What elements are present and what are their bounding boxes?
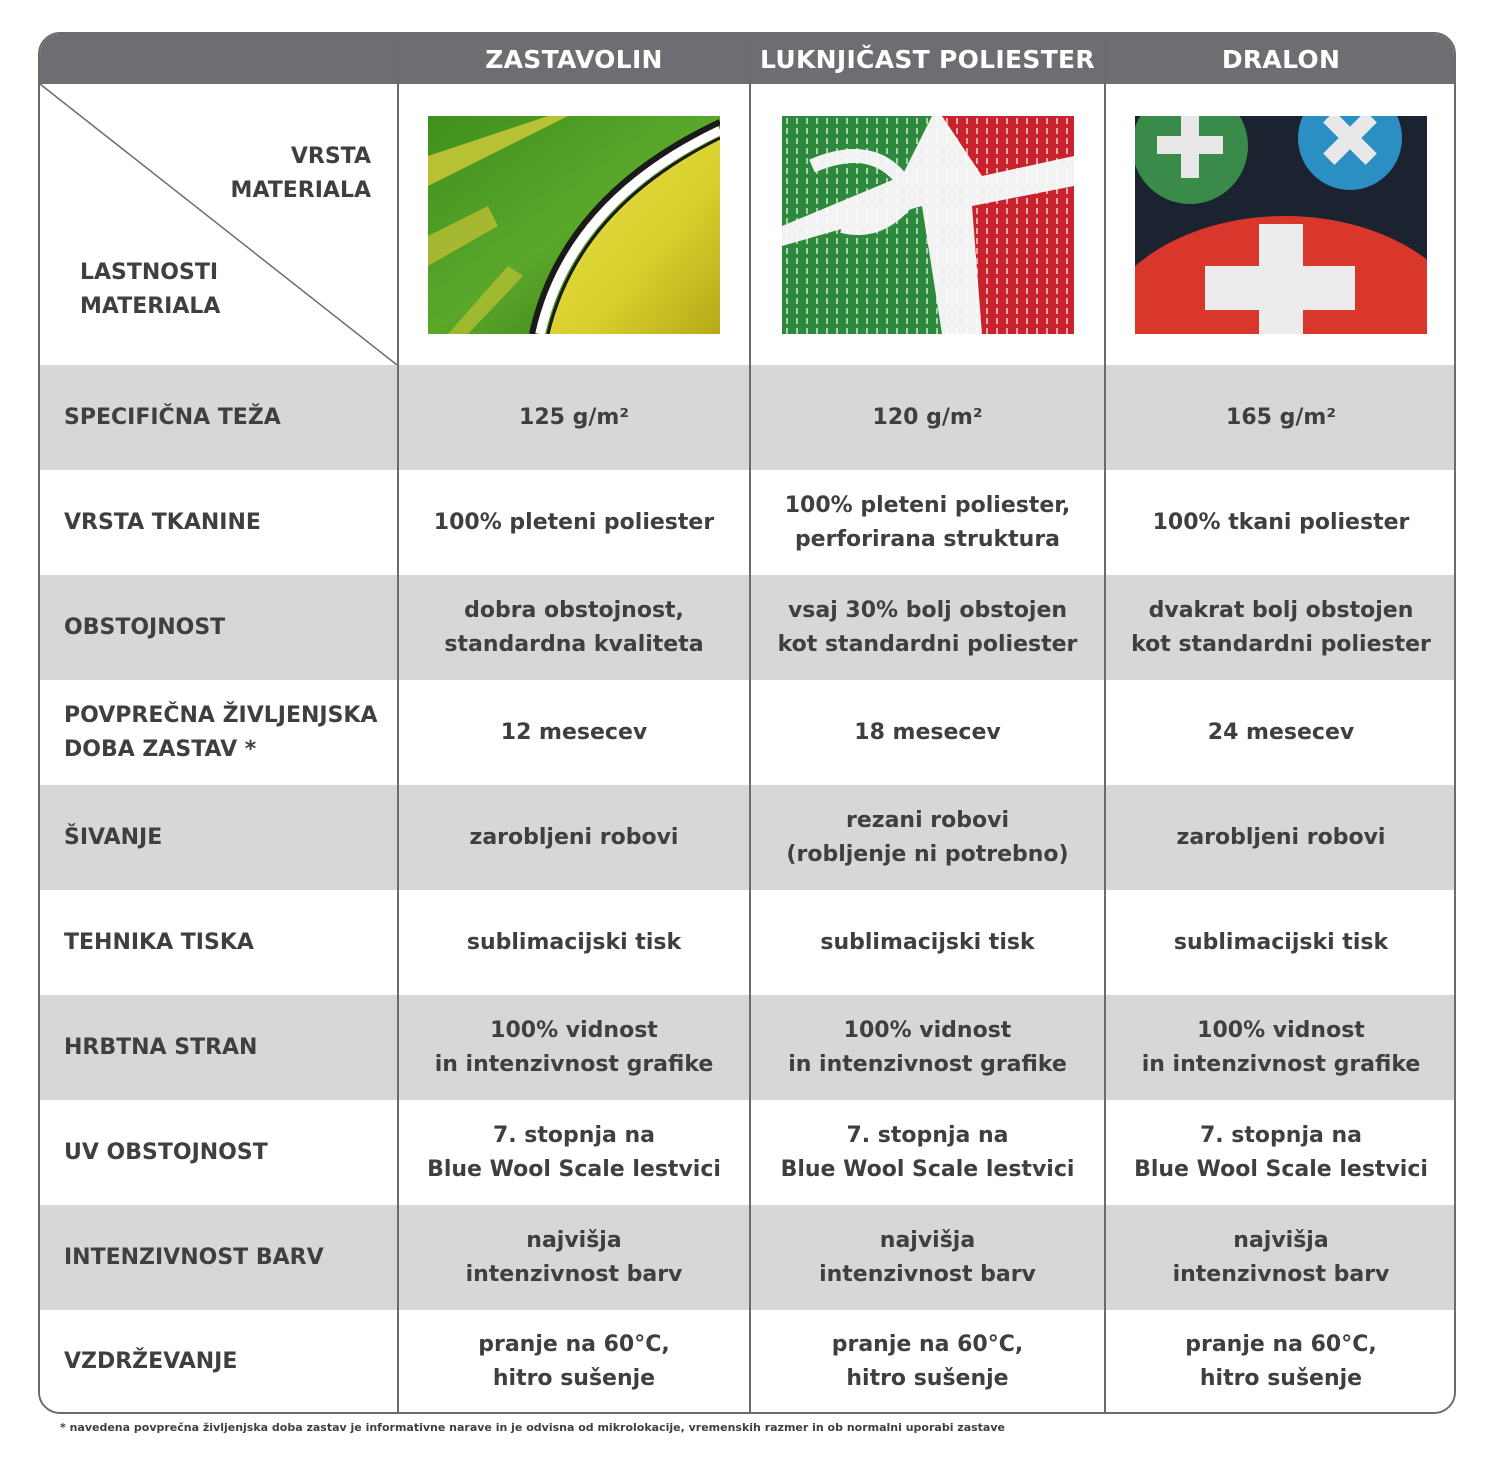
cell-luknjicast-poliester: 100% pleteni poliester, perforirana struktura: [784, 492, 1071, 552]
image-cell-zastavolin: [399, 84, 749, 365]
table-row: [40, 575, 1454, 680]
cell-dralon: 100% tkani poliester: [1152, 509, 1410, 535]
cell-zastavolin: 100% pleteni poliester: [433, 509, 715, 535]
row-label: POVPREČNA ŽIVLJENJSKA DOBA ZASTAV *: [64, 702, 378, 762]
table-row: [40, 1205, 1454, 1310]
cell-dralon: sublimacijski tisk: [1173, 929, 1389, 955]
row-label: TEHNIKA TISKA: [64, 929, 254, 955]
cell-zastavolin: dobra obstojnost, standardna kvaliteta: [444, 597, 704, 657]
cell-dralon: zarobljeni robovi: [1176, 824, 1386, 850]
fabric-photo-zastavolin: [428, 116, 720, 334]
cell-luknjicast-poliester: rezani robovi (robljenje ni potrebno): [786, 807, 1069, 867]
cell-zastavolin: pranje na 60°C, hitro sušenje: [478, 1332, 670, 1391]
cell-zastavolin: sublimacijski tisk: [466, 929, 682, 955]
cell-luknjicast-poliester: sublimacijski tisk: [820, 929, 1035, 955]
fabric-photo-dralon: [1135, 116, 1427, 334]
table-row: [40, 1100, 1454, 1205]
cell-zastavolin: 100% vidnost in intenzivnost grafike: [434, 1017, 714, 1077]
cell-zastavolin: najvišja intenzivnost barv: [465, 1227, 683, 1287]
row-label: VRSTA TKANINE: [64, 509, 261, 535]
cell-luknjicast-poliester: 120 g/m²: [872, 404, 983, 430]
table-row: [40, 365, 1454, 470]
cell-luknjicast-poliester: vsaj 30% bolj obstojen kot standardni poliester: [777, 597, 1078, 657]
image-cell-dralon: [1106, 84, 1456, 365]
cell-dralon: pranje na 60°C, hitro sušenje: [1185, 1332, 1377, 1391]
comparison-table: [38, 32, 1456, 1414]
cell-dralon: najvišja intenzivnost barv: [1172, 1227, 1390, 1287]
table-row: [40, 785, 1454, 890]
corner-label-material-type: VRSTA MATERIALA: [230, 144, 371, 203]
corner-cell: [40, 84, 397, 365]
fabric-photo-luknjicast-poliester: [782, 116, 1074, 334]
table-grid: [40, 34, 1454, 1412]
cell-luknjicast-poliester: 100% vidnost in intenzivnost grafike: [788, 1017, 1067, 1077]
cell-zastavolin: 7. stopnja na Blue Wool Scale lestvici: [427, 1122, 721, 1182]
column-divider: [749, 34, 751, 1412]
row-label: HRBTNA STRAN: [64, 1034, 258, 1060]
cell-luknjicast-poliester: 7. stopnja na Blue Wool Scale lestvici: [780, 1122, 1075, 1182]
cell-zastavolin: 125 g/m²: [519, 404, 629, 430]
column-header-dralon: DRALON: [1221, 44, 1341, 74]
column-header-zastavolin: ZASTAVOLIN: [485, 44, 663, 74]
cell-zastavolin: 12 mesecev: [500, 719, 648, 745]
row-label: OBSTOJNOST: [64, 614, 226, 640]
table-row: [40, 470, 1454, 575]
cell-dralon: 24 mesecev: [1207, 719, 1355, 745]
cell-luknjicast-poliester: pranje na 60°C, hitro sušenje: [831, 1332, 1024, 1391]
cell-zastavolin: zarobljeni robovi: [469, 824, 679, 850]
column-divider: [397, 34, 399, 1412]
column-divider: [1104, 34, 1106, 1412]
column-header-luknjicast-poliester: LUKNJIČAST POLIESTER: [760, 44, 1095, 74]
table-row: [40, 680, 1454, 785]
cell-luknjicast-poliester: najvišja intenzivnost barv: [819, 1227, 1036, 1287]
corner-label-material-properties: LASTNOSTI MATERIALA: [80, 260, 221, 319]
row-label: UV OBSTOJNOST: [64, 1139, 268, 1165]
cell-dralon: 100% vidnost in intenzivnost grafike: [1141, 1017, 1421, 1077]
footnote: * navedena povprečna življenjska doba zastav je informativne narave in je odvisna od mikrolokacije, vremenskih razmer in ob normalni uporabi zastave: [60, 1421, 1005, 1434]
cell-dralon: dvakrat bolj obstojen kot standardni poliester: [1131, 597, 1431, 657]
material-images-row: [40, 84, 1454, 365]
row-label: INTENZIVNOST BARV: [64, 1244, 324, 1270]
table-row: [40, 1310, 1454, 1414]
cell-dralon: 165 g/m²: [1226, 404, 1336, 430]
image-cell-luknjicast-poliester: [751, 84, 1104, 365]
row-label: ŠIVANJE: [64, 824, 163, 850]
row-label: SPECIFIČNA TEŽA: [64, 404, 281, 430]
table-row: [40, 890, 1454, 995]
header-row: [40, 34, 1454, 84]
cell-dralon: 7. stopnja na Blue Wool Scale lestvici: [1134, 1122, 1428, 1182]
cell-luknjicast-poliester: 18 mesecev: [854, 719, 1001, 745]
table-row: [40, 995, 1454, 1100]
row-label: VZDRŽEVANJE: [64, 1349, 238, 1374]
